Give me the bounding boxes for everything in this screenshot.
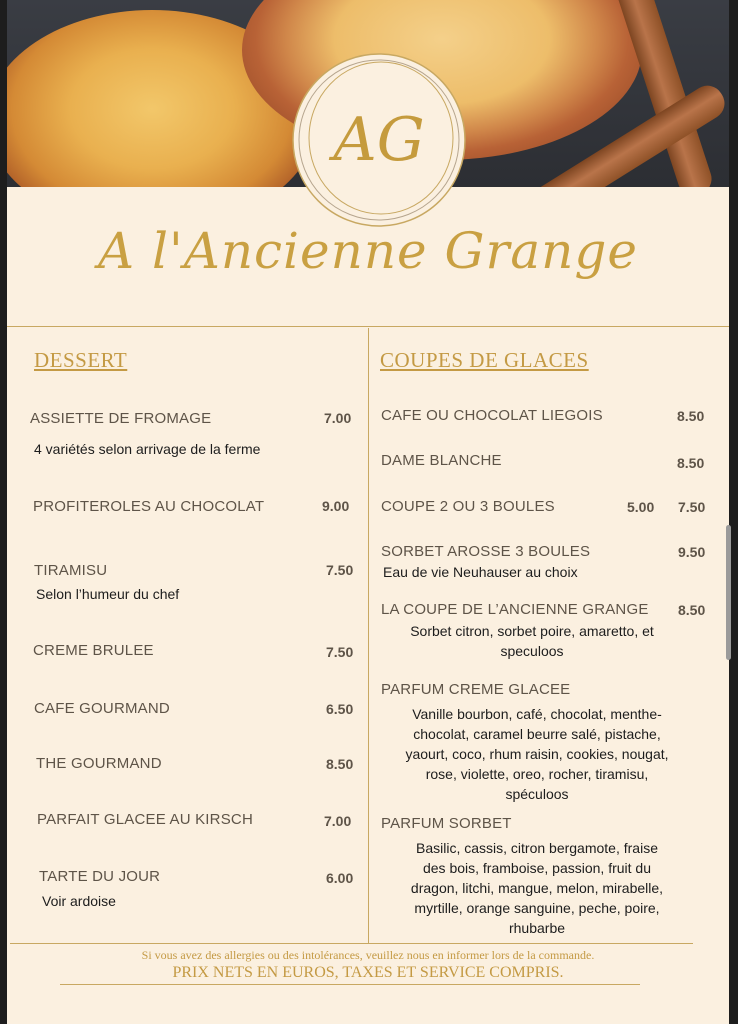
description-line: Vanille bourbon, café, chocolat, menthe- xyxy=(412,706,662,722)
description-line: speculoos xyxy=(500,643,564,659)
prices-note: PRIX NETS EN EUROS, TAXES ET SERVICE COMPRIS. xyxy=(172,964,564,981)
description-line: dragon, litchi, mangue, melon, mirabelle, xyxy=(410,880,664,896)
menu-item-price: 8.50 xyxy=(677,408,705,424)
menu-item-name: ASSIETTE DE FROMAGE xyxy=(30,410,212,427)
menu-item-price: 7.50 xyxy=(326,562,354,578)
menu-item-description: Selon l’humeur du chef xyxy=(36,586,180,602)
menu-item-name: CAFE OU CHOCOLAT LIEGOIS xyxy=(381,407,603,424)
menu-item-name: LA COUPE DE L’ANCIENNE GRANGE xyxy=(381,601,649,618)
description-line: rose, violette, oreo, rocher, tiramisu, xyxy=(425,766,649,782)
menu-item-description: Voir ardoise xyxy=(42,893,116,909)
menu-item-price: 7.00 xyxy=(324,410,352,426)
menu-item-price: 6.50 xyxy=(326,701,354,717)
scrollbar[interactable] xyxy=(726,525,731,660)
menu-item-price-large: 7.50 xyxy=(678,499,706,515)
menu-item-name: PARFUM SORBET xyxy=(381,815,512,832)
menu-item-price: 9.50 xyxy=(678,544,706,560)
restaurant-name: A l'Ancienne Grange xyxy=(98,222,638,280)
logo-initials: AG xyxy=(333,105,425,175)
footer-divider xyxy=(10,943,693,944)
menu-item-description xyxy=(377,838,697,938)
menu-item-description: Eau de vie Neuhauser au choix xyxy=(383,564,578,580)
description-line: des bois, framboise, passion, fruit du xyxy=(422,860,651,876)
menu-item-name: PARFUM CREME GLACEE xyxy=(381,681,571,698)
allergy-note: Si vous avez des allergies ou des intolérances, veuillez nous en informer lors de la commande. xyxy=(141,948,595,962)
menu-item-name: CREME BRULEE xyxy=(33,642,154,659)
menu-item-name: PARFAIT GLACEE AU KIRSCH xyxy=(37,811,253,828)
divider xyxy=(7,326,729,327)
section-title-dessert: DESSERT xyxy=(34,348,128,372)
menu-item-name: PROFITEROLES AU CHOCOLAT xyxy=(33,498,265,515)
menu-item-name: COUPE 2 OU 3 BOULES xyxy=(381,498,555,515)
restaurant-logo xyxy=(289,50,469,230)
menu-page xyxy=(7,0,729,1024)
description-line: spéculoos xyxy=(505,786,569,802)
menu-item-name: SORBET AROSSE 3 BOULES xyxy=(381,543,591,560)
menu-item-price: 8.50 xyxy=(677,455,705,471)
description-line: rhubarbe xyxy=(508,920,566,936)
menu-item-price: 7.50 xyxy=(326,644,354,660)
menu-item-name: DAME BLANCHE xyxy=(381,452,502,469)
description-line: yaourt, coco, rhum raisin, cookies, nougat, xyxy=(405,746,669,762)
menu-item-description xyxy=(377,621,687,661)
description-line: Basilic, cassis, citron bergamote, fraise xyxy=(416,840,658,856)
menu-item-price: 6.00 xyxy=(326,870,354,886)
column-divider xyxy=(368,328,369,943)
menu-item-price: 9.00 xyxy=(322,498,350,514)
menu-item-price: 7.00 xyxy=(324,813,352,829)
description-line: chocolat, caramel beurre salé, pistache, xyxy=(413,726,661,742)
footer-divider xyxy=(60,984,640,985)
menu-item-name: TIRAMISU xyxy=(34,562,108,579)
menu-item-price: 8.50 xyxy=(326,756,354,772)
menu-item-description: 4 variétés selon arrivage de la ferme xyxy=(34,441,261,457)
description-line: myrtille, orange sanguine, peche, poire, xyxy=(414,900,660,916)
section-title-glaces: COUPES DE GLACES xyxy=(380,348,589,372)
menu-item-price-small: 5.00 xyxy=(627,499,655,515)
menu-item-name: CAFE GOURMAND xyxy=(34,700,170,717)
menu-item-description xyxy=(377,704,697,804)
menu-item-name: THE GOURMAND xyxy=(36,755,162,772)
menu-item-price: 8.50 xyxy=(678,602,706,618)
description-line: Sorbet citron, sorbet poire, amaretto, et xyxy=(410,623,654,639)
menu-item-name: TARTE DU JOUR xyxy=(39,868,161,885)
